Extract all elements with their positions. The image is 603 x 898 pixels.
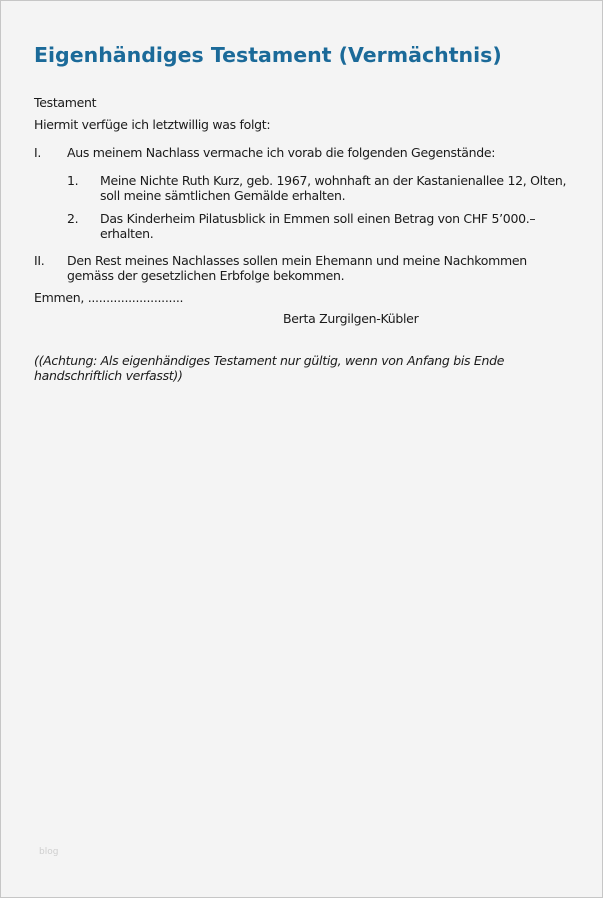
item-text: Das Kinderheim Pilatusblick in Emmen soll einen Betrag von CHF 5’000.–	[100, 211, 536, 226]
section-text: Den Rest meines Nachlasses sollen mein Ehemann und meine Nachkommen	[67, 253, 527, 268]
item-marker: 2.	[67, 211, 79, 226]
place-date: Emmen, ..........................	[34, 290, 184, 305]
item-marker: 1.	[67, 173, 79, 188]
intro-text: Hiermit verfüge ich letztwillig was folgt:	[34, 117, 271, 132]
note-text: handschriftlich verfasst))	[34, 368, 183, 383]
section-marker: I.	[34, 145, 42, 160]
document-title: Eigenhändiges Testament (Vermächtnis)	[34, 43, 502, 67]
heading: Testament	[34, 95, 97, 110]
item-text: soll meine sämtlichen Gemälde erhalten.	[100, 188, 346, 203]
section-text: gemäss der gesetzlichen Erbfolge bekommen.	[67, 268, 345, 283]
section-text: Aus meinem Nachlass vermache ich vorab die folgenden Gegenstände:	[67, 145, 496, 160]
item-text: Meine Nichte Ruth Kurz, geb. 1967, wohnhaft an der Kastanienallee 12, Olten,	[100, 173, 567, 188]
signature: Berta Zurgilgen-Kübler	[283, 311, 419, 326]
item-text: erhalten.	[100, 226, 154, 241]
footer-watermark: blog	[39, 847, 59, 857]
section-marker: II.	[34, 253, 45, 268]
note-text: ((Achtung: Als eigenhändiges Testament nur gültig, wenn von Anfang bis Ende	[34, 353, 505, 368]
